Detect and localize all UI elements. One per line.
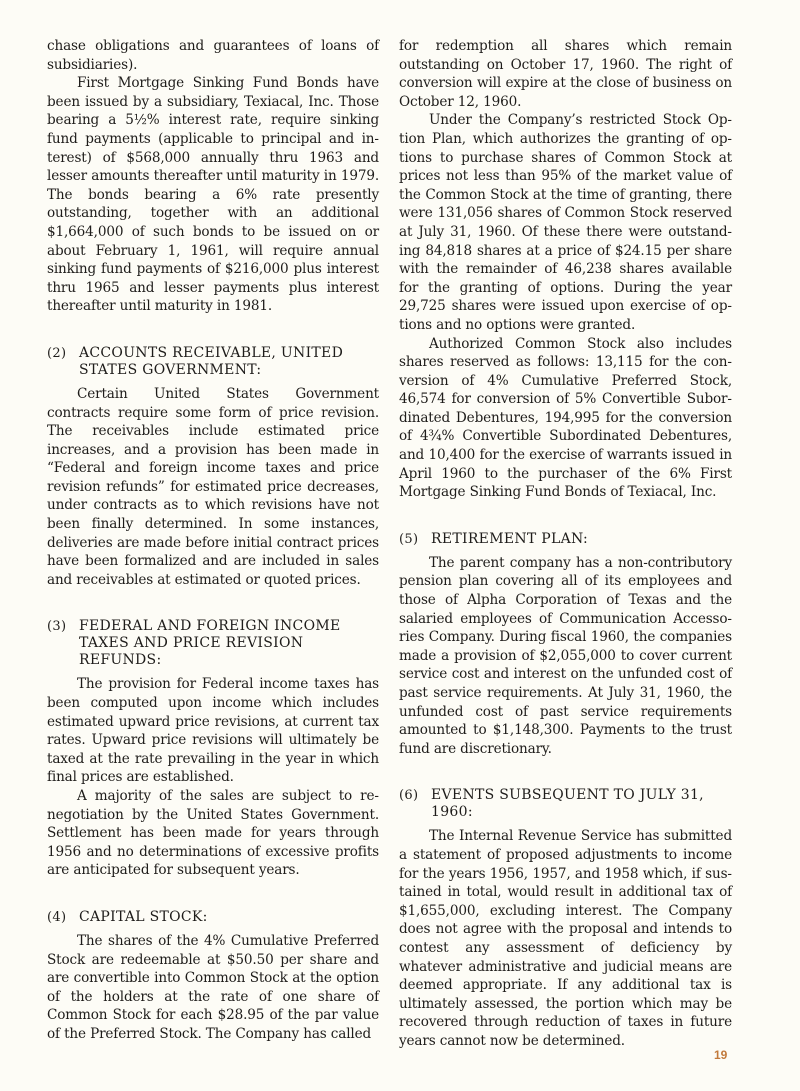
continued-paragraph: for redemption all shares which remain outstanding on October 17, 1960. The right of conversion will expire at the close of business on October 12, 1960. <box>399 38 732 110</box>
section-heading-income-taxes <box>47 618 379 669</box>
authorized-stock-paragraph: Authorized Common Stock also includes shares reserved as follows: 13,115 for the conversion of 4% Cumulative Preferred Stock, 46,574 for conversion of 5% Convertible Subordinated Debentures, 194,995 for the conversion of 4¾% Convertible Subordinated Debentures, and 10,400 for the exercise of warrants issued in April 1960 to the purchaser of the 6% First Mortgage Sinking Fund Bonds of Texiacal, Inc. <box>399 335 732 501</box>
section-heading-accounts-receivable <box>47 345 379 379</box>
section-title: EVENTS SUBSEQUENT TO JULY 31, 1960: <box>431 787 704 821</box>
page-number: 19 <box>714 1048 728 1062</box>
section-title: CAPITAL STOCK: <box>79 908 208 925</box>
section-heading-capital-stock <box>47 909 379 926</box>
section-title: FEDERAL AND FOREIGN INCOME TAXES AND PRICE REVISION REFUNDS: <box>79 618 341 669</box>
bonds-paragraph: First Mortgage Sinking Fund Bonds have been issued by a subsidiary, Texiacal, Inc. Those bearing a 5½% interest rate, require sinking fund payments (applicable to principal and interest) of $568,000 annually thru 1963 and lesser amounts thereafter until maturity in 1979. The bonds bearing a 6% rate presently outstanding, together with an additional $1,664,000 of such bonds to be issued on or about February 1, 1961, will require annual sinking fund payments of $216,000 plus interest thru 1965 and lesser payments plus interest thereafter until maturity in 1981. <box>47 75 379 315</box>
section-paragraph: The provision for Federal income taxes has been computed upon income which includes estimated upward price revisions, at current tax rates. Upward price revisions will ultimately be taxed at the rate prevailing in the year in which final prices are established. <box>47 676 379 786</box>
section-heading-subsequent-events <box>399 787 732 821</box>
section-number: (4) <box>47 909 67 925</box>
section-number: (5) <box>399 531 419 547</box>
section-paragraph: A majority of the sales are subject to renegotiation by the United States Government. Settlement has been made for years through 1956 and no determinations of excessive profits are anticipated for subsequent years. <box>47 788 379 879</box>
continued-paragraph: chase obligations and guarantees of loans of subsidiaries). <box>47 38 379 73</box>
section-number: (2) <box>47 345 67 361</box>
section-paragraph: The parent company has a non-contributory pension plan covering all of its employees and those of Alpha Corporation of Texas and the salaried employees of Communication Accessories Company. During fiscal 1960, the companies made a provision of $2,055,000 to cover current service cost and interest on the unfunded cost of past service requirements. At July 31, 1960, the unfunded cost of past service requirements amounted to $1,148,300. Payments to the trust fund are discretionary. <box>399 554 732 757</box>
right-column <box>399 37 732 1051</box>
section-number: (6) <box>399 788 419 804</box>
section-paragraph: The Internal Revenue Service has submitted a statement of proposed adjustments to income for the years 1956, 1957, and 1958 which, if sustained in total, would result in additional tax of $1,655,000, excluding interest. The Company does not agree with the proposal and intends to contest any assessment of deficiency by whatever administrative and judicial means are deemed appropriate. If any additional tax is ultimately assessed, the portion which may be recovered through reduction of taxes in future years cannot now be determined. <box>399 828 732 1049</box>
section-heading-retirement-plan <box>399 531 732 548</box>
left-column <box>47 37 379 1044</box>
section-paragraph: The shares of the 4% Cumulative Preferred Stock are redeemable at $50.50 per share and are convertible into Common Stock at the option of the holders at the rate of one share of Common Stock for each $28.95 of the par value of the Preferred Stock. The Company has called <box>47 932 379 1042</box>
section-paragraph: Certain United States Government contracts require some form of price revision. The receivables include estimated price increases, and a provision has been made in “Federal and foreign income taxes and price revision refunds” for estimated price decreases, under contracts as to which revisions have not been finally determined. In some instances, deliveries are made before initial contract prices have been formalized and are included in sales and receivables at estimated or quoted prices. <box>47 385 379 588</box>
section-number: (3) <box>47 619 67 635</box>
section-title: ACCOUNTS RECEIVABLE, UNITED STATES GOVERNMENT: <box>79 344 344 378</box>
stock-option-paragraph: Under the Company’s restricted Stock Option Plan, which authorizes the granting of options to purchase shares of Common Stock at prices not less than 95% of the market value of the Common Stock at the time of granting, there were 131,056 shares of Common Stock reserved at July 31, 1960. Of these there were outstanding 84,818 shares at a price of $24.15 per share with the remainder of 46,238 shares available for the granting of options. During the year 29,725 shares were issued upon exercise of options and no options were granted. <box>399 112 732 333</box>
section-title: RETIREMENT PLAN: <box>431 530 589 547</box>
